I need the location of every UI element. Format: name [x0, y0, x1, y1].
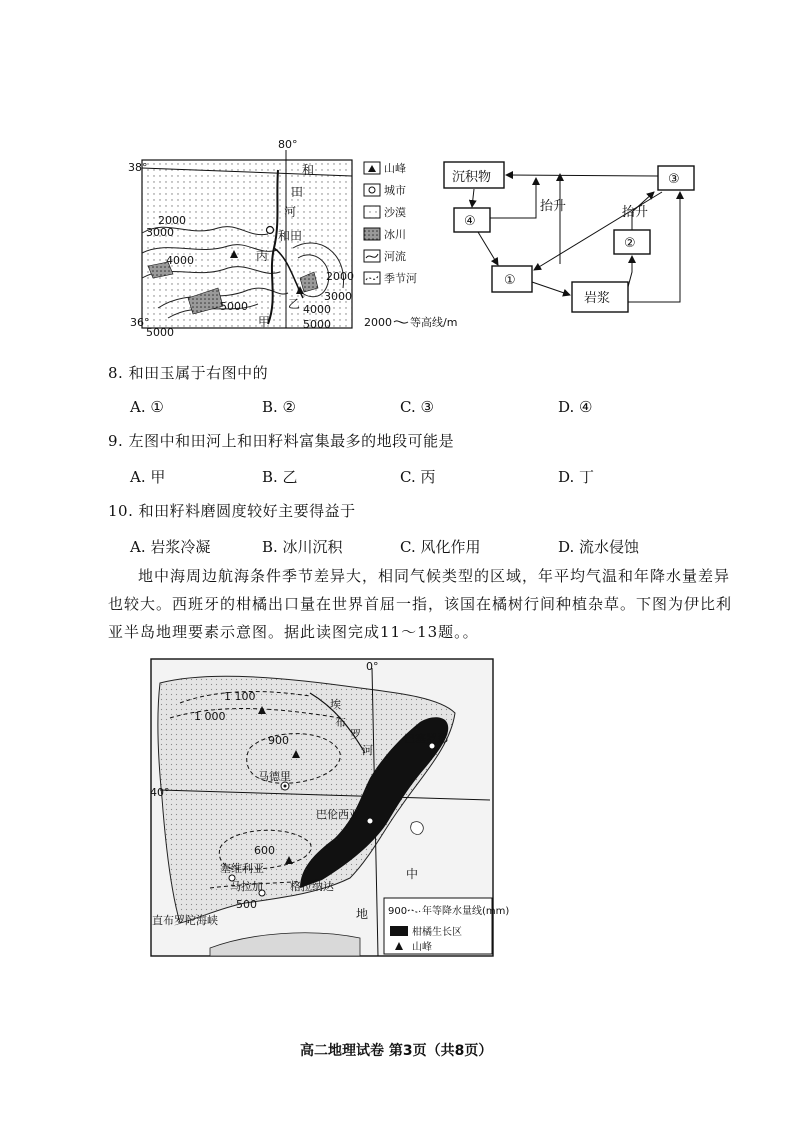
svg-text:冰川: 冰川	[384, 228, 406, 241]
question-9-stem: 9. 左图中和田河上和田籽料富集最多的地段可能是	[108, 432, 455, 450]
lon-80-label: 80°	[278, 138, 298, 151]
svg-text:山峰: 山峰	[412, 942, 432, 953]
svg-text:1 100: 1 100	[224, 690, 256, 703]
svg-text:500: 500	[236, 898, 257, 911]
place-yi: 乙	[288, 297, 301, 311]
lat-36-label: 36°	[130, 316, 150, 329]
svg-text:岩浆: 岩浆	[584, 291, 611, 306]
rock-cycle-diagram	[436, 152, 706, 322]
contour-label: 4000	[303, 303, 331, 316]
svg-text:布: 布	[335, 716, 346, 729]
q9-option-d: D. 丁	[558, 468, 595, 486]
svg-text:①: ①	[504, 273, 516, 288]
svg-text:季节河: 季节河	[384, 272, 417, 285]
q9-option-a: A. 甲	[130, 468, 166, 486]
river-char-1: 和	[302, 163, 315, 177]
place-bing: 丙	[256, 249, 269, 263]
svg-text:罗: 罗	[350, 728, 361, 741]
q9-option-b: B. 乙	[262, 468, 298, 486]
q9-option-c: C. 丙	[400, 468, 436, 486]
lat-38-label: 38°	[128, 161, 148, 174]
svg-text:中: 中	[406, 867, 419, 881]
contour-label: 5000	[146, 326, 174, 339]
svg-text:巴塞罗那: 巴塞罗那	[404, 732, 448, 745]
desert-icon	[364, 206, 380, 218]
iberia-map-figure	[150, 658, 510, 958]
citrus-legend-swatch	[390, 926, 408, 936]
city-icon	[369, 187, 375, 193]
q10-option-c: C. 风化作用	[400, 538, 481, 556]
svg-text:抬升: 抬升	[540, 199, 567, 214]
q10-option-a: A. 岩浆冷凝	[130, 538, 211, 556]
svg-text:马拉加: 马拉加	[230, 880, 263, 893]
svg-text:山峰: 山峰	[384, 162, 406, 175]
svg-text:抬升: 抬升	[622, 205, 649, 220]
hotan-city-marker	[267, 227, 274, 234]
q8-option-a: A. ①	[130, 398, 164, 416]
q8-option-d: D. ④	[558, 398, 593, 416]
svg-text:600: 600	[254, 844, 275, 857]
svg-text:1 000: 1 000	[194, 710, 226, 723]
context-paragraph: 地中海周边航海条件季节差异大，相同气候类型的区域，年平均气温和年降水量差异也较大。西班牙的柑橘出口量在世界首屈一指，该国在橘树行间种植杂草。下图为伊比利亚半岛地理要素示意图。据此读图完成11～13题。。	[108, 567, 733, 641]
question-10-stem: 10. 和田籽料磨圆度较好主要得益于	[108, 502, 356, 520]
svg-text:沙漠: 沙漠	[384, 206, 406, 219]
svg-text:②: ②	[624, 236, 636, 251]
q8-option-c: C. ③	[400, 398, 434, 416]
svg-text:0°: 0°	[366, 660, 379, 673]
svg-text:河: 河	[362, 744, 373, 757]
q8-option-b: B. ②	[262, 398, 297, 416]
q10-option-d: D. 流水侵蚀	[558, 538, 640, 556]
svg-text:埃: 埃	[330, 698, 341, 711]
contour-label: 5000	[303, 318, 331, 331]
svg-text:年等降水量线(mm): 年等降水量线(mm)	[422, 906, 510, 917]
q10-option-b: B. 冰川沉积	[262, 538, 343, 556]
svg-text:塞维利亚: 塞维利亚	[220, 862, 264, 875]
svg-text:沉积物: 沉积物	[452, 170, 492, 185]
question-8-stem: 8. 和田玉属于右图中的	[108, 364, 269, 382]
svg-text:直布罗陀海峡: 直布罗陀海峡	[152, 914, 218, 927]
svg-text:900: 900	[268, 734, 289, 747]
contour-label: 5000	[220, 300, 248, 313]
svg-text:900: 900	[388, 906, 408, 917]
svg-text:③: ③	[668, 172, 680, 187]
contour-label: 3000	[324, 290, 352, 303]
contour-label: 3000	[146, 226, 174, 239]
contour-label: 2000	[326, 270, 354, 283]
river-char-3: 河	[284, 205, 297, 219]
iberia-legend	[384, 898, 509, 954]
svg-text:河流: 河流	[384, 250, 406, 263]
contour-label: 2000	[158, 214, 186, 227]
svg-text:城市: 城市	[384, 184, 406, 197]
svg-text:④: ④	[464, 214, 476, 229]
svg-text:地: 地	[356, 907, 369, 921]
svg-text:柑橘生长区: 柑橘生长区	[412, 927, 462, 938]
svg-text:40°: 40°	[150, 786, 170, 799]
city-label: 和田	[278, 229, 303, 243]
contour-label: 4000	[166, 254, 194, 267]
glacier-icon	[364, 228, 380, 240]
page-footer: 高二地理试卷 第3页（共8页）	[300, 1043, 493, 1059]
river-char-2: 田	[291, 185, 304, 199]
hotan-map-figure	[128, 138, 468, 338]
svg-text:格拉纳达: 格拉纳达	[290, 880, 334, 893]
svg-text:等高线/m: 等高线/m	[410, 316, 458, 329]
place-jia: 甲	[258, 315, 271, 329]
svg-text:巴伦西亚: 巴伦西亚	[316, 808, 360, 821]
svg-text:2000: 2000	[364, 316, 392, 329]
svg-text:马德里: 马德里	[258, 770, 291, 783]
